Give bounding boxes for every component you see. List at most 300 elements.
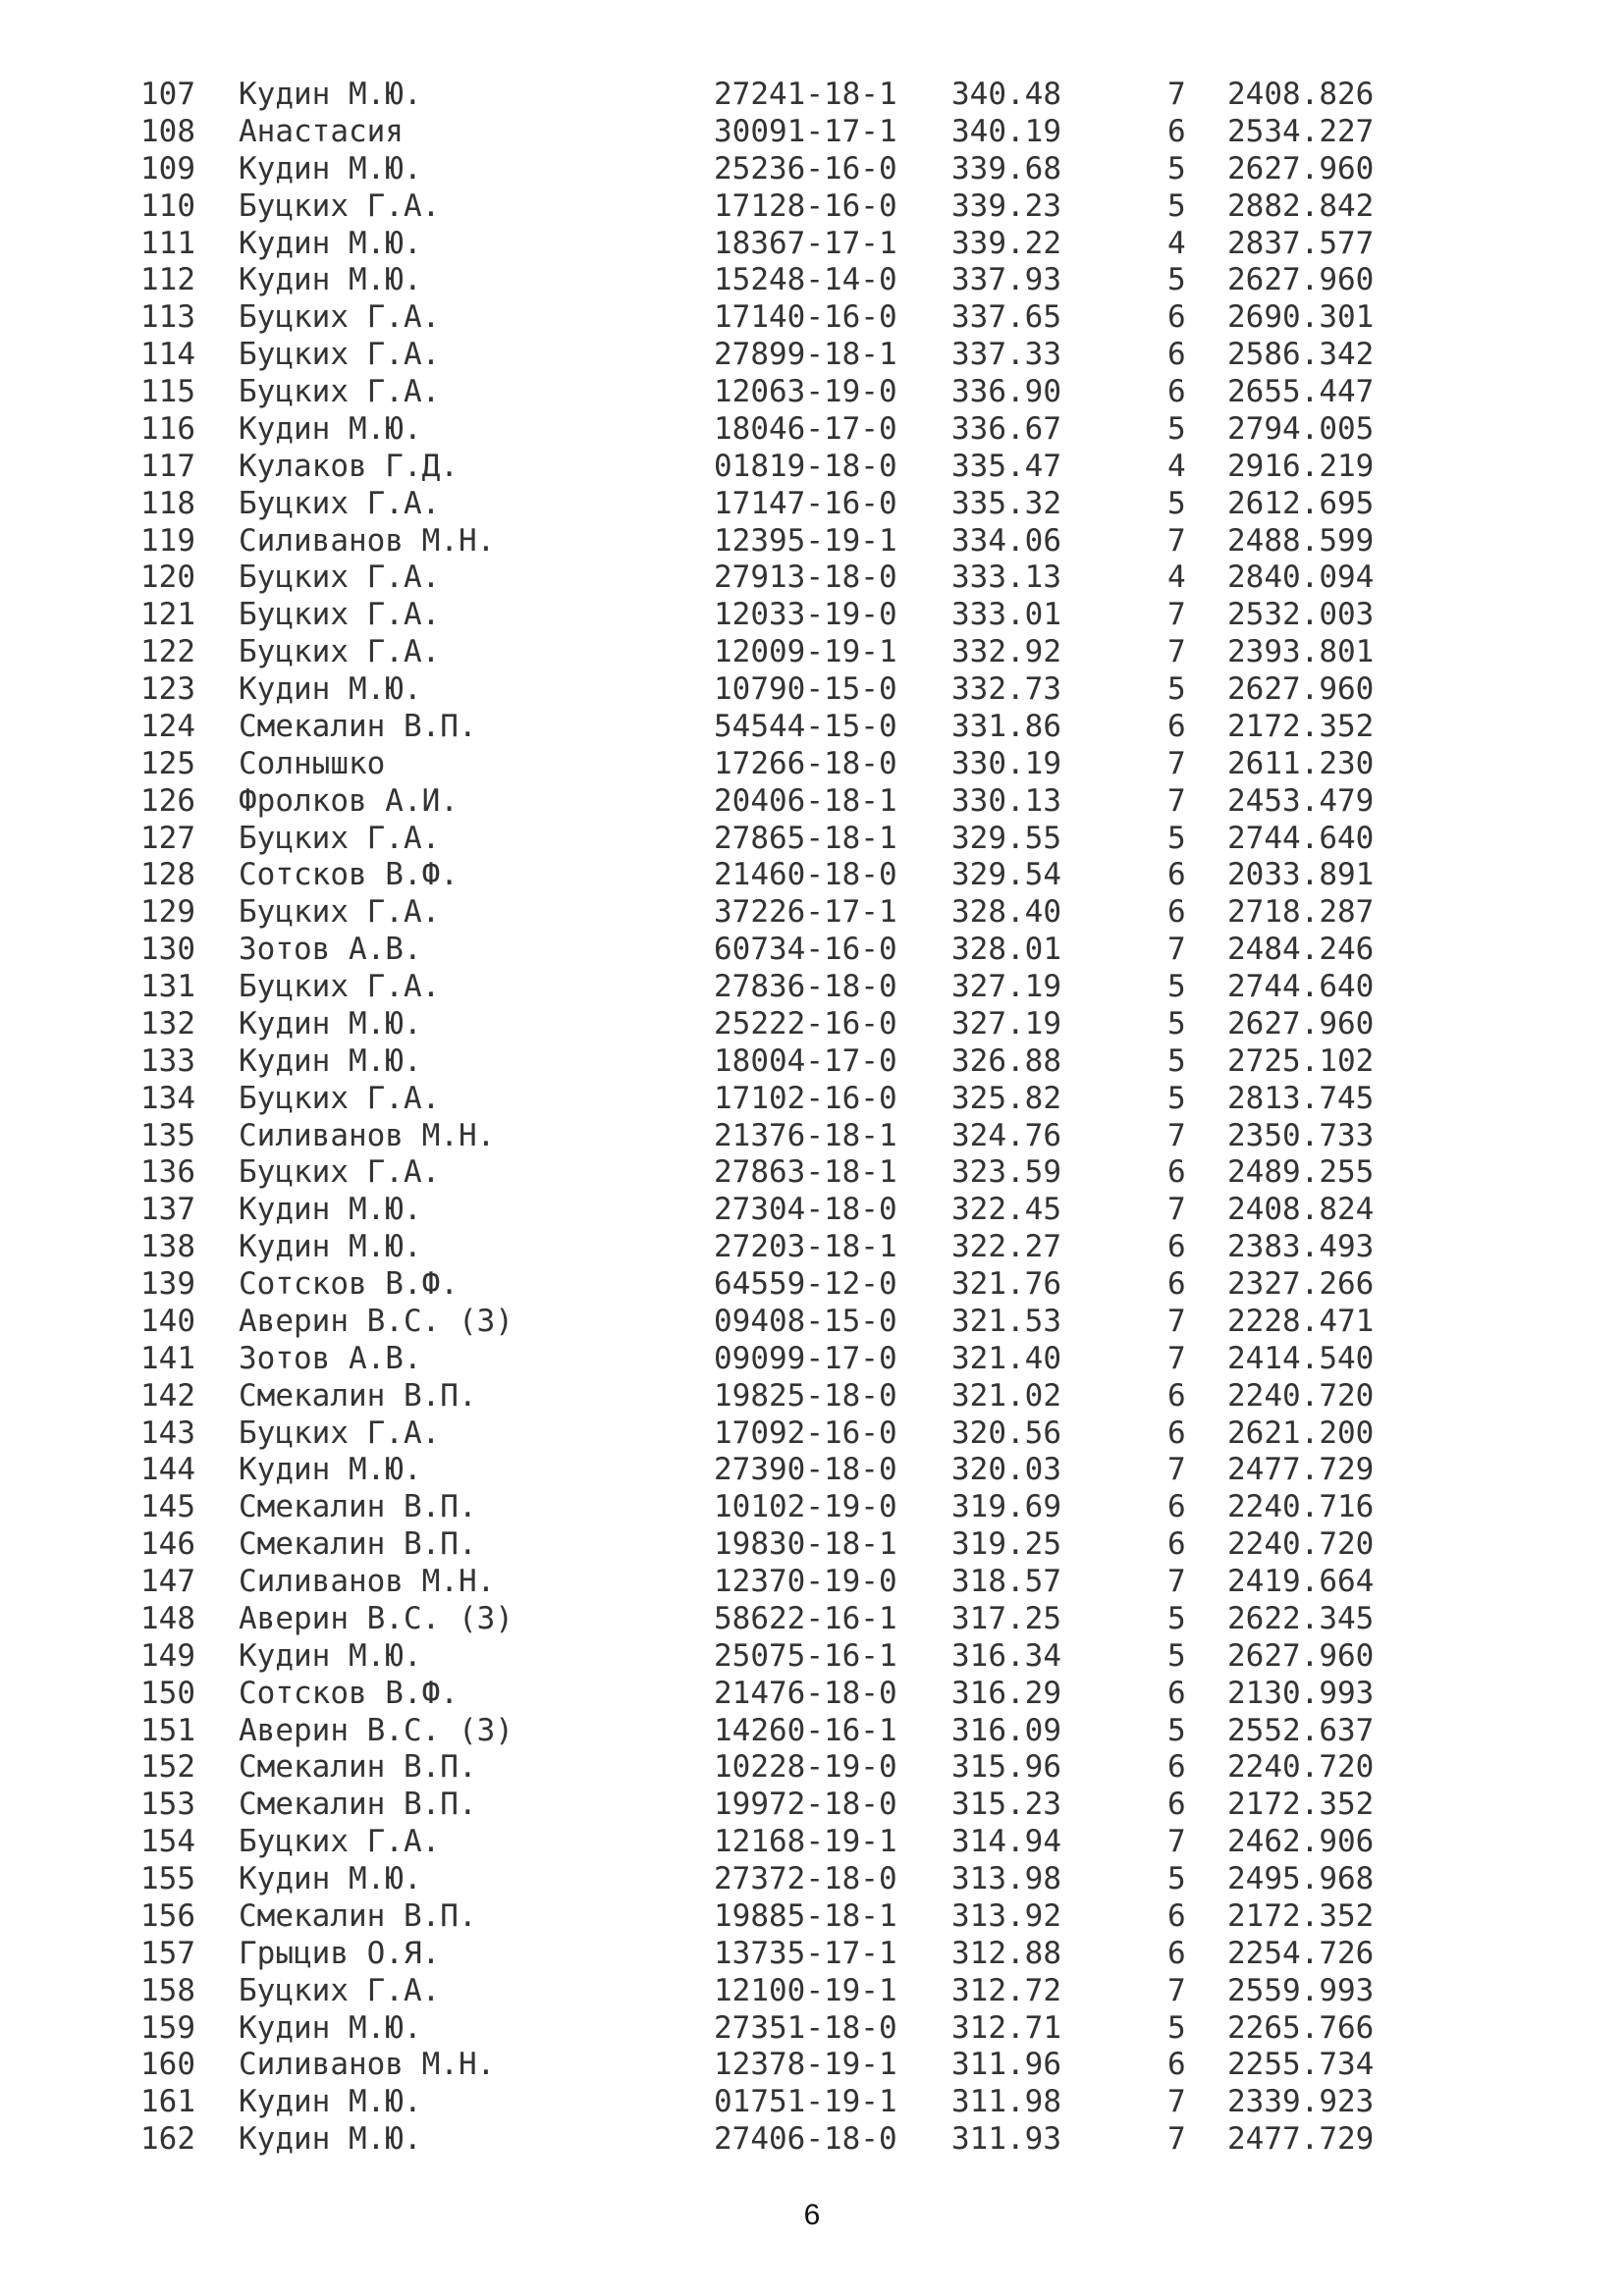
speed-value: 319.25 (951, 1526, 1061, 1563)
distance-value: 2794.005 (1227, 410, 1375, 447)
distance-value: 2130.993 (1227, 1675, 1375, 1711)
ring-code: 64559-12-0 (714, 1266, 897, 1302)
count-value: 5 (1167, 969, 1186, 1004)
list-item (0, 374, 1624, 411)
row-number: 136 (140, 1154, 195, 1191)
distance-value: 2627.960 (1227, 671, 1375, 707)
count-value: 7 (1167, 1117, 1186, 1153)
owner-name: Сотсков В.Ф. (239, 1266, 459, 1302)
owner-name: Буцких Г.А. (239, 299, 441, 336)
row-number: 108 (140, 113, 195, 149)
ring-code: 19825-18-0 (714, 1377, 897, 1414)
count-value: 6 (1167, 1229, 1186, 1265)
ring-code: 17102-16-0 (714, 1080, 897, 1116)
speed-value: 313.98 (951, 1861, 1061, 1896)
row-number: 158 (140, 1972, 195, 2008)
row-number: 112 (140, 262, 195, 298)
list-item (0, 1936, 1624, 1973)
speed-value: 332.73 (951, 671, 1061, 707)
ring-code: 27865-18-1 (714, 820, 897, 856)
speed-value: 328.01 (951, 932, 1061, 968)
list-item (0, 1304, 1624, 1341)
speed-value: 324.76 (951, 1117, 1061, 1153)
list-item (0, 77, 1624, 114)
count-value: 6 (1167, 1675, 1186, 1711)
count-value: 7 (1167, 77, 1186, 112)
count-value: 5 (1167, 2009, 1186, 2046)
speed-value: 339.68 (951, 150, 1061, 187)
count-value: 4 (1167, 225, 1186, 261)
list-item (0, 262, 1624, 299)
count-value: 6 (1167, 1266, 1186, 1302)
speed-value: 312.88 (951, 1935, 1061, 1971)
count-value: 5 (1167, 1600, 1186, 1636)
distance-value: 2837.577 (1227, 225, 1375, 261)
row-number: 127 (140, 820, 195, 856)
row-number: 135 (140, 1117, 195, 1153)
count-value: 6 (1167, 1787, 1186, 1823)
count-value: 6 (1167, 894, 1186, 931)
list-item (0, 2084, 1624, 2121)
owner-name: Смекалин В.П. (239, 1749, 477, 1786)
row-number: 157 (140, 1935, 195, 1971)
speed-value: 327.19 (951, 969, 1061, 1004)
distance-value: 2172.352 (1227, 1787, 1375, 1823)
owner-name: Силиванов М.Н. (239, 522, 496, 559)
distance-value: 2254.726 (1227, 1935, 1375, 1971)
owner-name: Буцких Г.А. (239, 337, 441, 373)
count-value: 5 (1167, 262, 1186, 298)
owner-name: Кудин М.Ю. (239, 2009, 422, 2046)
owner-name: Кудин М.Ю. (239, 1005, 422, 1041)
speed-value: 340.48 (951, 77, 1061, 112)
owner-name: Смекалин В.П. (239, 1377, 477, 1414)
row-number: 128 (140, 857, 195, 893)
list-item (0, 1676, 1624, 1713)
row-number: 119 (140, 522, 195, 559)
speed-value: 316.09 (951, 1712, 1061, 1748)
owner-name: Аверин В.С. (З) (239, 1712, 514, 1748)
owner-name: Буцких Г.А. (239, 597, 441, 633)
ring-code: 27863-18-1 (714, 1154, 897, 1191)
row-number: 154 (140, 1824, 195, 1860)
list-item (0, 1713, 1624, 1750)
speed-value: 320.56 (951, 1415, 1061, 1451)
list-item (0, 560, 1624, 597)
list-item (0, 1154, 1624, 1192)
list-item (0, 1749, 1624, 1787)
distance-value: 2240.720 (1227, 1377, 1375, 1414)
owner-name: Смекалин В.П. (239, 1787, 477, 1823)
distance-value: 2744.640 (1227, 820, 1375, 856)
ring-code: 12370-19-0 (714, 1564, 897, 1599)
speed-value: 335.47 (951, 448, 1061, 484)
ring-code: 27913-18-0 (714, 560, 897, 596)
speed-value: 316.34 (951, 1637, 1061, 1674)
owner-name: Кудин М.Ю. (239, 1861, 422, 1896)
count-value: 7 (1167, 932, 1186, 968)
speed-value: 318.57 (951, 1564, 1061, 1599)
distance-value: 2627.960 (1227, 262, 1375, 298)
list-item (0, 1824, 1624, 1861)
owner-name: Кудин М.Ю. (239, 2084, 422, 2120)
speed-value: 311.98 (951, 2084, 1061, 2120)
owner-name: Силиванов М.Н. (239, 2047, 496, 2083)
list-item (0, 1081, 1624, 1118)
distance-value: 2840.094 (1227, 560, 1375, 596)
row-number: 139 (140, 1266, 195, 1302)
owner-name: Кудин М.Ю. (239, 2121, 422, 2158)
row-number: 159 (140, 2009, 195, 2046)
ring-code: 27372-18-0 (714, 1861, 897, 1896)
list-item (0, 1973, 1624, 2010)
row-number: 114 (140, 337, 195, 373)
speed-value: 326.88 (951, 1042, 1061, 1079)
speed-value: 337.33 (951, 337, 1061, 373)
list-item (0, 523, 1624, 561)
distance-value: 2627.960 (1227, 1005, 1375, 1041)
distance-value: 2393.801 (1227, 634, 1375, 670)
owner-name: Буцких Г.А. (239, 485, 441, 521)
speed-value: 322.27 (951, 1229, 1061, 1265)
speed-value: 322.45 (951, 1192, 1061, 1228)
count-value: 6 (1167, 1377, 1186, 1414)
speed-value: 321.40 (951, 1340, 1061, 1376)
ring-code: 20406-18-1 (714, 782, 897, 819)
row-number: 146 (140, 1526, 195, 1563)
distance-value: 2611.230 (1227, 745, 1375, 781)
owner-name: Солнышко (239, 745, 386, 781)
ring-code: 12009-19-1 (714, 634, 897, 670)
ring-code: 19972-18-0 (714, 1787, 897, 1823)
count-value: 7 (1167, 745, 1186, 781)
list-item (0, 1192, 1624, 1229)
distance-value: 2462.906 (1227, 1824, 1375, 1860)
ring-code: 01819-18-0 (714, 448, 897, 484)
speed-value: 334.06 (951, 522, 1061, 559)
owner-name: Кудин М.Ю. (239, 77, 422, 112)
count-value: 6 (1167, 1749, 1186, 1786)
list-item (0, 188, 1624, 226)
distance-value: 2622.345 (1227, 1600, 1375, 1636)
row-number: 141 (140, 1340, 195, 1376)
count-value: 6 (1167, 708, 1186, 744)
ring-code: 12378-19-1 (714, 2047, 897, 2083)
count-value: 7 (1167, 782, 1186, 819)
count-value: 5 (1167, 1861, 1186, 1896)
distance-value: 2383.493 (1227, 1229, 1375, 1265)
list-item (0, 1898, 1624, 1936)
row-number: 129 (140, 894, 195, 931)
list-item (0, 634, 1624, 671)
ring-code: 27203-18-1 (714, 1229, 897, 1265)
speed-value: 331.86 (951, 708, 1061, 744)
row-number: 155 (140, 1861, 195, 1896)
owner-name: Буцких Г.А. (239, 820, 441, 856)
ring-code: 27899-18-1 (714, 337, 897, 373)
count-value: 5 (1167, 1042, 1186, 1079)
list-item (0, 1043, 1624, 1081)
speed-value: 335.32 (951, 485, 1061, 521)
count-value: 6 (1167, 374, 1186, 409)
owner-name: Смекалин В.П. (239, 708, 477, 744)
row-number: 118 (140, 485, 195, 521)
speed-value: 329.54 (951, 857, 1061, 893)
speed-value: 312.72 (951, 1972, 1061, 2008)
ring-code: 25075-16-1 (714, 1637, 897, 1674)
distance-value: 2408.824 (1227, 1192, 1375, 1228)
owner-name: Буцких Г.А. (239, 1080, 441, 1116)
row-number: 140 (140, 1303, 195, 1339)
distance-value: 2033.891 (1227, 857, 1375, 893)
row-number: 143 (140, 1415, 195, 1451)
count-value: 5 (1167, 820, 1186, 856)
speed-value: 313.92 (951, 1897, 1061, 1934)
speed-value: 337.65 (951, 299, 1061, 336)
row-number: 107 (140, 77, 195, 112)
ring-code: 10228-19-0 (714, 1749, 897, 1786)
list-item (0, 299, 1624, 337)
row-number: 152 (140, 1749, 195, 1786)
ring-code: 17092-16-0 (714, 1415, 897, 1451)
count-value: 5 (1167, 150, 1186, 187)
count-value: 7 (1167, 1452, 1186, 1488)
speed-value: 321.02 (951, 1377, 1061, 1414)
count-value: 4 (1167, 560, 1186, 596)
list-item (0, 1006, 1624, 1043)
distance-value: 2612.695 (1227, 485, 1375, 521)
distance-value: 2882.842 (1227, 187, 1375, 224)
owner-name: Зотов А.В. (239, 932, 422, 968)
row-number: 161 (140, 2084, 195, 2120)
ring-code: 18367-17-1 (714, 225, 897, 261)
row-number: 116 (140, 410, 195, 447)
list-item (0, 2047, 1624, 2084)
owner-name: Силиванов М.Н. (239, 1564, 496, 1599)
speed-value: 337.93 (951, 262, 1061, 298)
row-number: 134 (140, 1080, 195, 1116)
row-number: 149 (140, 1637, 195, 1674)
distance-value: 2718.287 (1227, 894, 1375, 931)
count-value: 5 (1167, 485, 1186, 521)
results-list (0, 77, 1624, 2159)
distance-value: 2240.720 (1227, 1526, 1375, 1563)
row-number: 137 (140, 1192, 195, 1228)
list-item (0, 1229, 1624, 1266)
list-item (0, 411, 1624, 449)
ring-code: 15248-14-0 (714, 262, 897, 298)
distance-value: 2240.720 (1227, 1749, 1375, 1786)
count-value: 7 (1167, 1972, 1186, 2008)
count-value: 4 (1167, 448, 1186, 484)
list-item (0, 857, 1624, 894)
row-number: 160 (140, 2047, 195, 2083)
row-number: 145 (140, 1489, 195, 1525)
ring-code: 37226-17-1 (714, 894, 897, 931)
count-value: 7 (1167, 1340, 1186, 1376)
ring-code: 12033-19-0 (714, 597, 897, 633)
owner-name: Сотсков В.Ф. (239, 857, 459, 893)
row-number: 111 (140, 225, 195, 261)
speed-value: 316.29 (951, 1675, 1061, 1711)
row-number: 156 (140, 1897, 195, 1934)
owner-name: Смекалин В.П. (239, 1489, 477, 1525)
ring-code: 27351-18-0 (714, 2009, 897, 2046)
row-number: 109 (140, 150, 195, 187)
row-number: 123 (140, 671, 195, 707)
ring-code: 17140-16-0 (714, 299, 897, 336)
row-number: 125 (140, 745, 195, 781)
page-number: 6 (803, 2199, 821, 2231)
distance-value: 2339.923 (1227, 2084, 1375, 2120)
list-item (0, 2010, 1624, 2048)
list-item (0, 486, 1624, 523)
list-item (0, 337, 1624, 374)
distance-value: 2655.447 (1227, 374, 1375, 409)
list-item (0, 1118, 1624, 1155)
owner-name: Кудин М.Ю. (239, 1452, 422, 1488)
ring-code: 27406-18-0 (714, 2121, 897, 2158)
row-number: 132 (140, 1005, 195, 1041)
ring-code: 18004-17-0 (714, 1042, 897, 1079)
list-item (0, 114, 1624, 151)
owner-name: Смекалин В.П. (239, 1897, 477, 1934)
owner-name: Кудин М.Ю. (239, 1192, 422, 1228)
distance-value: 2265.766 (1227, 2009, 1375, 2046)
list-item (0, 1601, 1624, 1638)
distance-value: 2559.993 (1227, 1972, 1375, 2008)
ring-code: 21460-18-0 (714, 857, 897, 893)
distance-value: 2419.664 (1227, 1564, 1375, 1599)
speed-value: 314.94 (951, 1824, 1061, 1860)
speed-value: 328.40 (951, 894, 1061, 931)
distance-value: 2813.745 (1227, 1080, 1375, 1116)
count-value: 7 (1167, 2121, 1186, 2158)
count-value: 5 (1167, 1080, 1186, 1116)
speed-value: 325.82 (951, 1080, 1061, 1116)
distance-value: 2350.733 (1227, 1117, 1375, 1153)
row-number: 138 (140, 1229, 195, 1265)
count-value: 5 (1167, 410, 1186, 447)
distance-value: 2408.826 (1227, 77, 1375, 112)
speed-value: 315.23 (951, 1787, 1061, 1823)
ring-code: 09099-17-0 (714, 1340, 897, 1376)
row-number: 124 (140, 708, 195, 744)
count-value: 7 (1167, 2084, 1186, 2120)
distance-value: 2228.471 (1227, 1303, 1375, 1339)
ring-code: 10102-19-0 (714, 1489, 897, 1525)
ring-code: 27304-18-0 (714, 1192, 897, 1228)
speed-value: 312.71 (951, 2009, 1061, 2046)
speed-value: 339.23 (951, 187, 1061, 224)
owner-name: Буцких Г.А. (239, 1824, 441, 1860)
list-item (0, 1341, 1624, 1378)
row-number: 117 (140, 448, 195, 484)
row-number: 133 (140, 1042, 195, 1079)
ring-code: 19830-18-1 (714, 1526, 897, 1563)
speed-value: 340.19 (951, 113, 1061, 149)
distance-value: 2240.716 (1227, 1489, 1375, 1525)
list-item (0, 821, 1624, 858)
list-item (0, 1564, 1624, 1601)
row-number: 144 (140, 1452, 195, 1488)
owner-name: Смекалин В.П. (239, 1526, 477, 1563)
count-value: 7 (1167, 1192, 1186, 1228)
owner-name: Кудин М.Ю. (239, 1637, 422, 1674)
owner-name: Фролков А.И. (239, 782, 459, 819)
distance-value: 2488.599 (1227, 522, 1375, 559)
list-item (0, 1526, 1624, 1564)
owner-name: Кудин М.Ю. (239, 671, 422, 707)
owner-name: Силиванов М.Н. (239, 1117, 496, 1153)
distance-value: 2627.960 (1227, 1637, 1375, 1674)
count-value: 6 (1167, 2047, 1186, 2083)
speed-value: 323.59 (951, 1154, 1061, 1191)
speed-value: 320.03 (951, 1452, 1061, 1488)
distance-value: 2532.003 (1227, 597, 1375, 633)
owner-name: Буцких Г.А. (239, 1154, 441, 1191)
count-value: 6 (1167, 1526, 1186, 1563)
owner-name: Анастасия (239, 113, 404, 149)
count-value: 6 (1167, 1935, 1186, 1971)
speed-value: 327.19 (951, 1005, 1061, 1041)
owner-name: Кудин М.Ю. (239, 150, 422, 187)
count-value: 6 (1167, 337, 1186, 373)
count-value: 7 (1167, 1303, 1186, 1339)
ring-code: 25222-16-0 (714, 1005, 897, 1041)
speed-value: 330.13 (951, 782, 1061, 819)
count-value: 6 (1167, 299, 1186, 336)
list-item (0, 1638, 1624, 1676)
count-value: 5 (1167, 187, 1186, 224)
speed-value: 317.25 (951, 1600, 1061, 1636)
owner-name: Кудин М.Ю. (239, 1229, 422, 1265)
row-number: 142 (140, 1377, 195, 1414)
owner-name: Грыцив О.Я. (239, 1935, 441, 1971)
ring-code: 21476-18-0 (714, 1675, 897, 1711)
owner-name: Буцких Г.А. (239, 1415, 441, 1451)
ring-code: 13735-17-1 (714, 1935, 897, 1971)
count-value: 7 (1167, 597, 1186, 633)
owner-name: Буцких Г.А. (239, 894, 441, 931)
speed-value: 336.67 (951, 410, 1061, 447)
ring-code: 09408-15-0 (714, 1303, 897, 1339)
distance-value: 2552.637 (1227, 1712, 1375, 1748)
distance-value: 2172.352 (1227, 1897, 1375, 1934)
list-item (0, 709, 1624, 746)
ring-code: 12395-19-1 (714, 522, 897, 559)
distance-value: 2453.479 (1227, 782, 1375, 819)
ring-code: 27836-18-0 (714, 969, 897, 1004)
owner-name: Аверин В.С. (З) (239, 1303, 514, 1339)
ring-code: 17128-16-0 (714, 187, 897, 224)
list-item (0, 1861, 1624, 1898)
list-item (0, 969, 1624, 1006)
count-value: 5 (1167, 671, 1186, 707)
list-item (0, 1415, 1624, 1453)
row-number: 113 (140, 299, 195, 336)
owner-name: Буцких Г.А. (239, 374, 441, 409)
distance-value: 2621.200 (1227, 1415, 1375, 1451)
count-value: 5 (1167, 1637, 1186, 1674)
speed-value: 333.01 (951, 597, 1061, 633)
speed-value: 311.96 (951, 2047, 1061, 2083)
ring-code: 25236-16-0 (714, 150, 897, 187)
speed-value: 336.90 (951, 374, 1061, 409)
list-item (0, 671, 1624, 709)
ring-code: 18046-17-0 (714, 410, 897, 447)
row-number: 130 (140, 932, 195, 968)
